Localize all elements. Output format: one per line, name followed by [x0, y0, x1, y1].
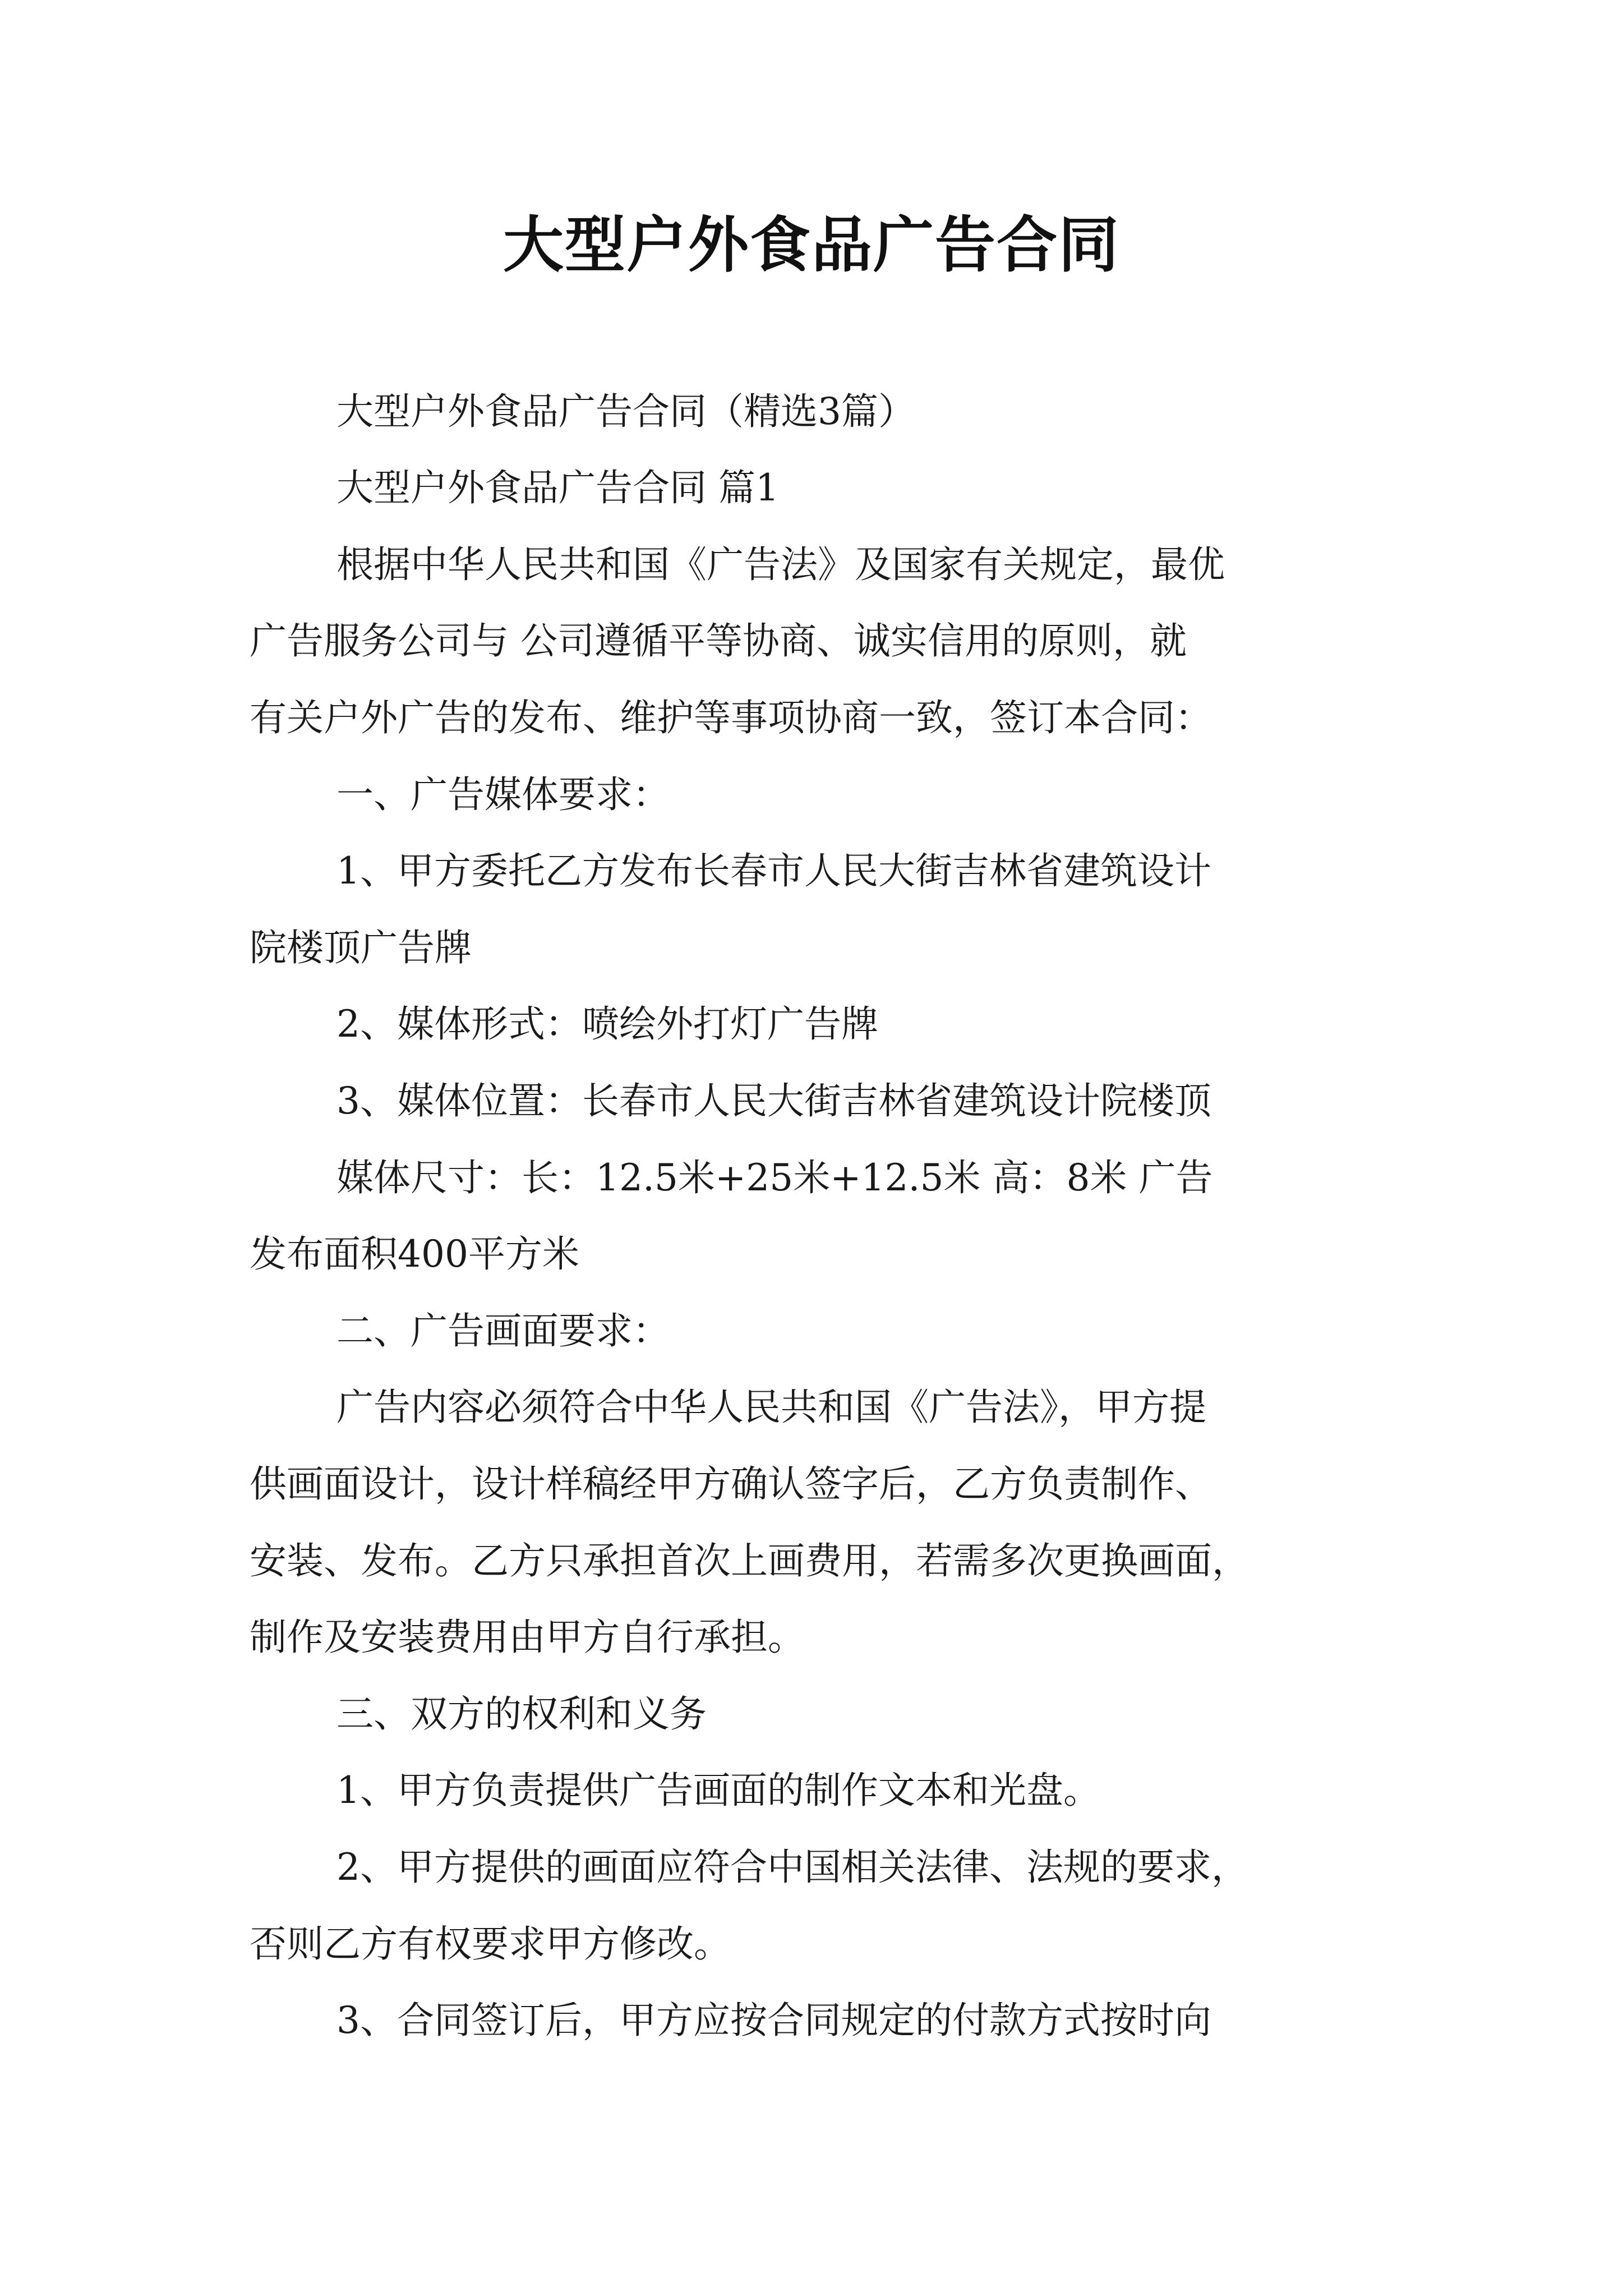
- paragraph-line: 广告服务公司与 公司遵循平等协商、诚实信用的原则，就: [250, 619, 1187, 662]
- paragraph-line: 3、媒体位置：长春市人民大街吉林省建筑设计院楼顶: [336, 1079, 1211, 1122]
- section-heading: 大型户外食品广告合同 篇1: [336, 466, 779, 509]
- section-heading: 三、双方的权利和义务: [336, 1692, 707, 1736]
- paragraph-line: 制作及安装费用由甲方自行承担。: [250, 1616, 805, 1659]
- paragraph-line: 否则乙方有权要求甲方修改。: [250, 1922, 731, 1966]
- paragraph-line: 2、媒体形式：喷绘外打灯广告牌: [336, 1002, 878, 1046]
- paragraph-line: 根据中华人民共和国《广告法》及国家有关规定，最优: [336, 543, 1225, 586]
- paragraph-line: 广告内容必须符合中华人民共和国《广告法》，甲方提: [336, 1386, 1206, 1429]
- document-title: 大型户外食品广告合同: [502, 210, 1120, 280]
- section-heading: 一、广告媒体要求：: [336, 773, 670, 816]
- paragraph-line: 1、甲方委托乙方发布长春市人民大街吉林省建筑设计: [336, 849, 1211, 892]
- paragraph-line: 供画面设计，设计样稿经甲方确认签字后，乙方负责制作、: [250, 1462, 1212, 1506]
- paragraph-line: 发布面积400平方米: [250, 1232, 579, 1276]
- section-heading: 二、广告画面要求：: [336, 1309, 670, 1352]
- paragraph-line: 3、合同签订后，甲方应按合同规定的付款方式按时向: [336, 1999, 1211, 2042]
- paragraph-line: 2、甲方提供的画面应符合中国相关法律、法规的要求，: [336, 1846, 1248, 1889]
- paragraph-line: 媒体尺寸：长：12.5米+25米+12.5米 高：8米 广告: [336, 1156, 1213, 1199]
- paragraph-line: 1、甲方负责提供广告画面的制作文本和光盘。: [336, 1769, 1100, 1812]
- paragraph-line: 安装、发布。乙方只承担首次上画费用，若需多次更换画面，: [250, 1539, 1249, 1582]
- paragraph-line: 院楼顶广告牌: [250, 926, 472, 969]
- paragraph-line: 有关户外广告的发布、维护等事项协商一致，签订本合同：: [250, 696, 1212, 739]
- subtitle-line: 大型户外食品广告合同（精选3篇）: [336, 390, 915, 433]
